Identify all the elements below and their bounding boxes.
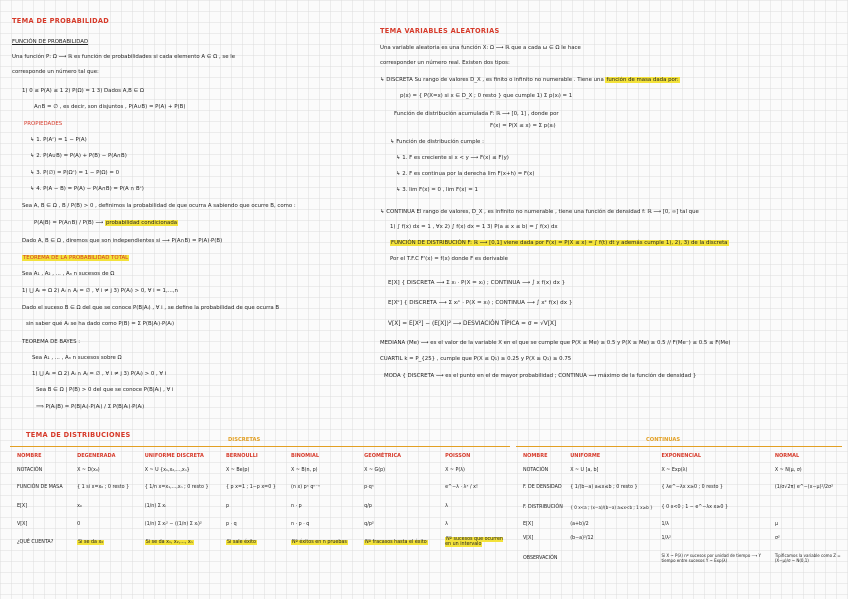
note-line: corresponder un número real. Existen dos tipos: (380, 60, 510, 66)
note-line: 1) 0 ≤ P(A) ≤ 1 2) P(Ω) = 1 3) Dados A,B ∈ Ω (22, 88, 145, 94)
note-line: Una función P: Ω ⟶ ℝ es función de probabilidades si cada elemento A ∈ Ω , se le (12, 54, 236, 60)
column-header: UNIFORME (570, 453, 601, 459)
note-line: 1) ⋃ Aᵢ = Ω 2) Aᵢ ∩ Aⱼ = ∅ , ∀ i ≠ j 3) P(Aᵢ) > 0 , ∀ i (32, 371, 167, 377)
note-line: ↳ 1. F es creciente si x < y ⟶ F(x) ≤ F(y) (396, 155, 509, 161)
note-line: ↳ 2. P(A∪B) = P(A) + P(B) − P(A∩B) (30, 153, 127, 159)
note-line: p(x) = { P(X=x) si x ∈ D_X ; 0 resto } que cumple 1) Σ p(xᵢ) = 1 (400, 93, 573, 99)
column-header: GEOMÉTRICA (364, 453, 401, 459)
note-line: F(x) = P(X ≤ x) = Σ p(xᵢ) (490, 123, 556, 129)
note-line: ↳ DISCRETA Su rango de valores D_X , es finito o infinito no numerable . Tiene una función de masa dada por: (380, 77, 679, 83)
table-row: OBSERVACIÓN Si X ~ P(λ) nº sucesos por unidad de tiempo ⟶ Y tiempo entre sucesos Y ~ Exp(λ) Tipificamos la variable como Z = (X−μ)/σ ~ N(0,1) (523, 553, 841, 563)
note-line (34, 220, 178, 227)
note-line: FUNCIÓN DE DISTRIBUCIÓN F: ℝ ⟶ [0,1] viene dada por F(x) = P(X ≤ x) = ∫ f(t) dt y además cumple 1), 2), 3) de la discreta (391, 240, 728, 246)
note-line: MODA { DISCRETA ⟶ es el punto en el de mayor probabilidad ; CONTINUA ⟶ máximo de la función de densidad } (384, 373, 697, 379)
note-line: Una variable aleatoria es una función X: Ω ⟶ ℝ que a cada ω ∈ Ω le hace (380, 45, 581, 51)
note-line: CUARTIL k = P_{25} , cumple que P(X ≤ Q₁) ≥ 0.25 y P(X ≥ Q₁) ≥ 0.75 (380, 356, 572, 362)
note-line: Sea A₁ , A₂ , ... , Aₙ n sucesos de Ω (22, 271, 115, 277)
column-header: POISSON (445, 453, 471, 459)
conditional-highlight: probabilidad condicionada (105, 220, 178, 226)
note-line: sin saber qué Aᵢ se ha dado como P(B) = Σ P(B|Aᵢ)·P(Aᵢ) (26, 321, 175, 327)
discrete-distributions-table (14, 449, 512, 551)
note-line: MEDIANA (Me) ⟶ es el valor de la variable X en el que se cumple que P(X ≤ Me) ≥ 0.5 y P(X ≥ Me) ≥ 0.5 // F(Me⁻) ≤ 0.5 ≤ F(Me) (380, 340, 731, 346)
note-line: ↳ 2. F es continua por la derecha lim F(x+h) = F(x) (396, 171, 535, 177)
note-line: FUNCIÓN DE PROBABILIDAD (12, 39, 89, 45)
table-row: E[X] (a+b)/2 1/λ μ (523, 521, 778, 527)
expectation-line: E[X] { DISCRETA ⟶ Σ xᵢ · P(X = xᵢ) ; CONTINUA ⟶ ∫ x f(x) dx } (388, 280, 566, 286)
note-line: ↳ Función de distribución cumple : (390, 139, 484, 145)
moment-line: E[Xᵏ] { DISCRETA ⟶ Σ xᵢᵏ · P(X = xᵢ) ; CONTINUA ⟶ ∫ xᵏ f(x) dx } (388, 300, 573, 306)
probability-section (0, 0, 380, 430)
discrete-rule (10, 446, 510, 447)
note-line: 1) ∫ f(x) dx = 1 , ∀x 2) ∫ f(x) dx = 1 3) P(a ≤ x ≤ b) = ∫ f(x) dx (390, 224, 558, 230)
probability-title: TEMA DE PROBABILIDAD (12, 17, 110, 25)
discrete-group-label: DISCRETAS (228, 437, 261, 443)
continuous-group-label: CONTINUAS (646, 437, 681, 443)
column-header: NOMBRE (523, 453, 548, 459)
note-line: ↳ 4. P(A − B) = P(A) − P(A∩B) = P(A ∩ Bᶜ) (30, 186, 144, 192)
note-line: ↳ CONTINUA El rango de valores, D_X , es infinito no numerable , tiene una función de densidad f: ℝ ⟶ [0, ∞] tal que (380, 209, 699, 215)
note-line: Por el T.F.C F'(x) = f(x) donde F es derivable (390, 256, 508, 262)
continuous-distributions-table (520, 449, 844, 571)
note-line: ↳ 3. P(∅) = P(Ωᶜ) = 1 − P(Ω) = 0 (30, 170, 120, 176)
note-line: Función de distribución acumulada F: ℝ ⟶ [0, 1] , donde por (394, 111, 559, 117)
note-line: Dado A, B ∈ Ω , diremos que son independientes si ⟶ P(A∩B) = P(A)·P(B) (22, 238, 223, 244)
table-row: F. DISTRIBUCIÓN { 0 x<a ; (x−a)/(b−a) a≤x<b ; 1 x≥b } { 0 x<0 ; 1 − e^−λx x≥0 } (523, 504, 729, 510)
table-row: F. DE DENSIDAD { 1/(b−a) a≤x≤b ; 0 resto } { λe^−λx x≥0 ; 0 resto } (1/σ√2π) e^−(x−μ)²/2σ² (523, 484, 834, 490)
table-row: ¿QUÉ CUENTA? Si se da x₀ Si se da x₁, x₂,..., xₙ Si sale éxito Nº éxitos en n pruebas Nº fracasos hasta el éxito Nº sucesos que ocurren en un intervalo (17, 537, 503, 547)
table-row: V[X] (b−a)²/12 1/λ² σ² (523, 535, 780, 541)
table-row: FUNCIÓN DE MASA { 1 si x=x₀ ; 0 resto } { 1/n x=x₁,...,xₙ ; 0 resto } { p x=1 ; 1−p x=0 } (n x) pˣ qⁿ⁻ˣ p·qˣ e^−λ · λˣ / x! (17, 484, 478, 490)
bayes-heading: TEOREMA DE BAYES : (22, 339, 81, 345)
column-header: BINOMIAL (291, 453, 320, 459)
note-line: Sea A₁ , ... , Aₙ n sucesos sobre Ω (32, 355, 122, 361)
random-variables-section (372, 0, 848, 430)
note-line: ↳ 3. lim F(x) = 0 , lim F(x) = 1 (396, 187, 478, 193)
column-header: NOMBRE (17, 453, 42, 459)
note-line: corresponde un número tal que: (12, 69, 99, 75)
table-header-row (520, 449, 844, 463)
column-header: DEGENERADA (77, 453, 116, 459)
total-probability-heading: TEOREMA DE LA PROBABILIDAD TOTAL (23, 255, 129, 261)
column-header: NORMAL (774, 453, 800, 459)
random-variables-title: TEMA VARIABLES ALEATORIAS (380, 27, 500, 35)
table-row: E[X] x₀ (1/n) Σ xᵢ p n · p q/p λ (17, 503, 448, 509)
properties-heading: PROPIEDADES (24, 121, 63, 127)
table-row: NOTACIÓN X ~ U [a, b] X ~ Exp(λ) X ~ N(μ, σ) (523, 467, 802, 473)
mass-function-highlight: función de masa dada por: (606, 77, 679, 83)
column-header: BERNOULLI (225, 453, 258, 459)
note-line: Sea A, B ∈ Ω , B / P(B) > 0 , definimos la probabilidad de que ocurra A sabiendo que ocurre B, como : (22, 203, 296, 209)
continuous-rule (516, 446, 842, 447)
note-line: Dado el suceso B ∈ Ω del que se conoce P(B|Aᵢ) , ∀ i , se define la probabilidad de que ocurra B (22, 305, 280, 311)
note-line: A∩B = ∅ , es decir, son disjuntos , P(A∪B) = P(A) + P(B) (34, 104, 186, 110)
table-header-row (14, 449, 512, 463)
column-header: EXPONENCIAL (661, 453, 702, 459)
note-line: ↳ 1. P(Aᶜ) = 1 − P(A) (30, 137, 87, 143)
note-line: Sea B ∈ Ω | P(B) > 0 del que se conoce P(B|Aᵢ) , ∀ i (36, 387, 174, 393)
distributions-title: TEMA DE DISTRIBUCIONES (26, 431, 131, 439)
table-row: NOTACIÓN X ~ D(x₀) X ~ U {x₁,x₂,...,xₙ} X ~ Be(p) X ~ B(n, p) X ~ G(p) X ~ P(λ) (17, 467, 465, 473)
column-header: UNIFORME DISCRETA (144, 453, 204, 459)
bayes-formula: ⟹ P(Aᵢ|B) = P(B|Aᵢ)·P(Aᵢ) / Σ P(B|Aᵢ)·P(Aᵢ) (36, 404, 145, 410)
note-line: 1) ⋃ Aᵢ = Ω 2) Aᵢ ∩ Aⱼ = ∅ , ∀ i ≠ j 3) P(Aᵢ) > 0, ∀ i = 1,...,n (22, 288, 178, 294)
table-row: V[X] 0 (1/n) Σ xᵢ² − ((1/n) Σ xᵢ)² p · q n · p · q q/p² λ (17, 521, 448, 527)
conditional-formula: P(A|B) = P(A∩B) / P(B) ⟶ (34, 220, 104, 226)
variance-line: V[X] = E[X²] − (E[X])² ⟶ DESVIACIÓN TÍPICA = σ = √V[X] (388, 321, 557, 327)
